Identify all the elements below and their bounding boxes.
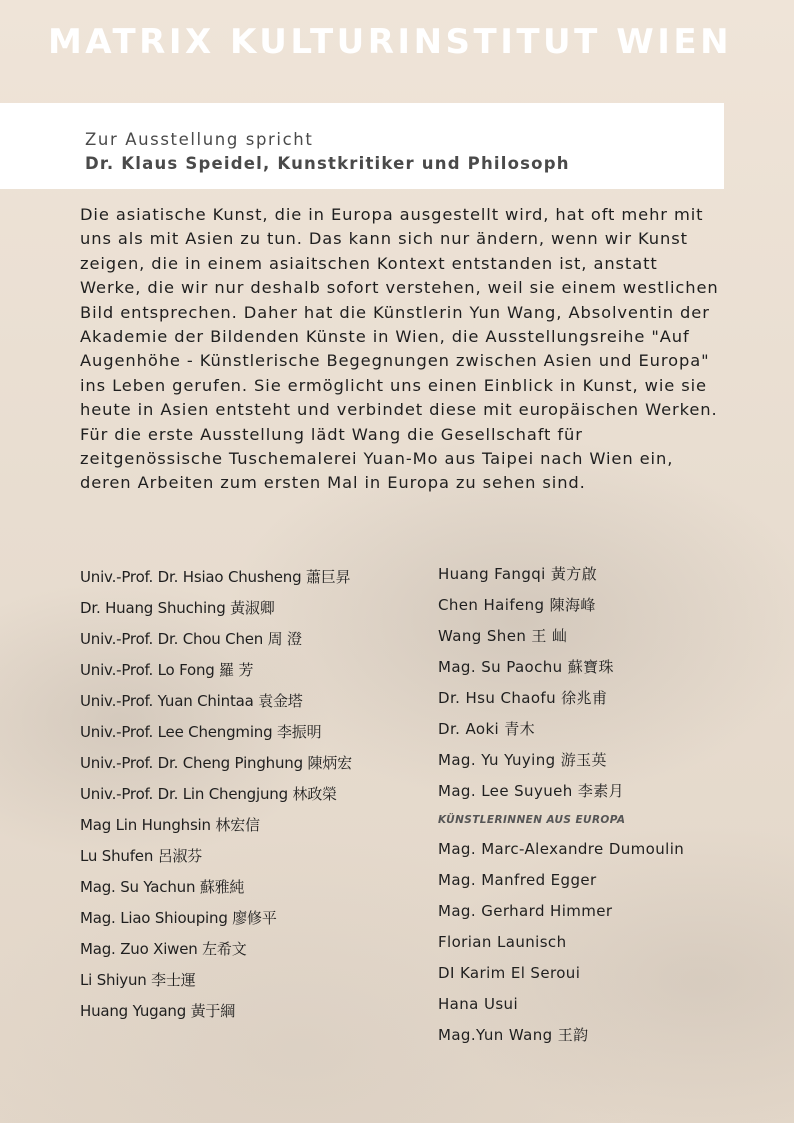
artist-item-europe: Florian Launisch: [438, 933, 567, 951]
artist-item: Li Shiyun 李士運: [80, 971, 196, 989]
artist-list-right: [438, 562, 768, 1054]
artist-item: Univ.-Prof. Yuan Chintaa 袁金塔: [80, 692, 303, 710]
artist-item: Dr. Huang Shuching 黃淑卿: [80, 599, 275, 617]
artist-item: Univ.-Prof. Lee Chengming 李振明: [80, 723, 322, 741]
artist-item: Mag. Su Yachun 蘇雅純: [80, 878, 245, 896]
artist-item: Lu Shufen 呂淑芬: [80, 847, 203, 865]
artist-item: Univ.-Prof. Dr. Chou Chen 周 澄: [80, 630, 302, 648]
speaker-intro: Zur Ausstellung spricht: [85, 130, 314, 149]
artist-item-europe: Mag. Manfred Egger: [438, 871, 597, 889]
artist-item: Dr. Hsu Chaofu 徐兆甫: [438, 689, 608, 707]
artist-item: Mag Lin Hunghsin 林宏信: [80, 816, 260, 834]
artist-item: Huang Fangqi 黃方啟: [438, 565, 598, 583]
artist-item: Mag. Zuo Xiwen 左希文: [80, 940, 247, 958]
artist-item: Mag. Liao Shiouping 廖修平: [80, 909, 277, 927]
artist-item-europe: DI Karim El Seroui: [438, 964, 581, 982]
artist-item: Dr. Aoki 青木: [438, 720, 536, 738]
body-paragraph: Die asiatische Kunst, die in Europa ausgestellt wird, hat oft mehr mit uns als mit Asien zu tun. Das kann sich nur ändern, wenn wir Kunst zeigen, die in einem asiaitschen Kontext entstanden ist, anstatt Werke, die wir nur deshalb sofort verstehen, weil sie einem westlichen Bild entsprechen. Daher hat die Künstlerin Yun Wang, Absolventin der Akademie der Bildenden Künste in Wien, die Ausstellungsreihe "Auf Augenhöhe - Künstlerische Begegnungen zwischen Asien und Europa" ins Leben gerufen. Sie ermöglicht uns einen Einblick in Kunst, wie sie heute in Asien entsteht und verbindet diese mit europäischen Werken. Für die erste Ausstellung lädt Wang die Gesellschaft für zeitgenössische Tuschemalerei Yuan-Mo aus Taipei nach Wien ein, deren Arbeiten zum ersten Mal in Europa zu sehen sind.: [80, 205, 719, 493]
artist-item: Mag. Yu Yuying 游玉英: [438, 751, 607, 769]
artist-item: Mag. Lee Suyueh 李素月: [438, 782, 625, 800]
artist-item: Univ.-Prof. Lo Fong 羅 芳: [80, 661, 254, 679]
artist-item-europe: Mag. Gerhard Himmer: [438, 902, 613, 920]
artist-list-left: [80, 565, 420, 1030]
artist-item: Univ.-Prof. Dr. Hsiao Chusheng 蕭巨昇: [80, 568, 351, 586]
europe-section-heading: KÜNSTLERINNEN AUS EUROPA: [438, 814, 626, 826]
artist-item-europe: Mag. Marc-Alexandre Dumoulin: [438, 840, 685, 858]
artist-item: Wang Shen 王 屾: [438, 627, 568, 645]
page-title: MATRIX KULTURINSTITUT WIEN: [47, 22, 733, 62]
artist-item: Univ.-Prof. Dr. Cheng Pinghung 陳炳宏: [80, 754, 352, 772]
artist-item: Mag. Su Paochu 蘇寶珠: [438, 658, 614, 676]
artist-item-europe: Hana Usui: [438, 995, 519, 1013]
artist-item: Chen Haifeng 陳海峰: [438, 596, 596, 614]
artist-item: Univ.-Prof. Dr. Lin Chengjung 林政榮: [80, 785, 337, 803]
artist-item: Huang Yugang 黃于綱: [80, 1002, 236, 1020]
artist-item-europe: Mag.Yun Wang 王韵: [438, 1026, 589, 1044]
speaker-box: [0, 103, 724, 189]
speaker-name: Dr. Klaus Speidel, Kunstkritiker und Philosoph: [85, 154, 570, 173]
